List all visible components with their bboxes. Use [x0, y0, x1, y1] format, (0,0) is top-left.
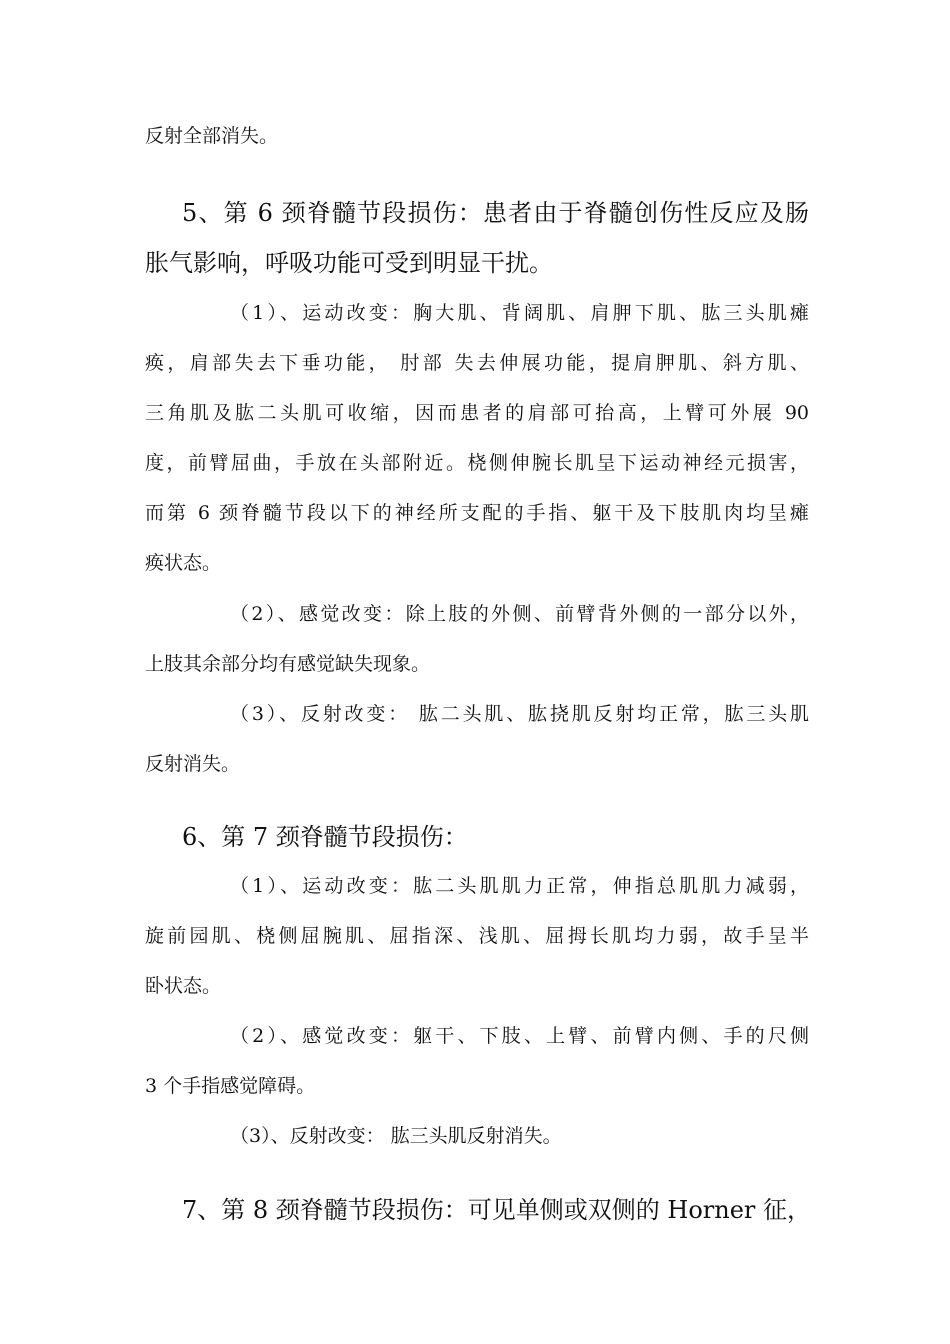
text-line: （3）、反射改变： 肱二头肌、肱挠肌反射均正常，肱三头肌	[230, 703, 809, 725]
text-line: 度，前臂屈曲，手放在头部附近。桡侧伸腕长肌呈下运动神经元损害，	[145, 452, 809, 474]
text-line: （1）、运动改变：肱二头肌肌力正常，伸指总肌肌力减弱，	[230, 875, 809, 897]
text-line: （1）、运动改变：胸大肌、背阔肌、肩胛下肌、肱三头肌瘫	[230, 302, 809, 324]
text-line: （3）、反射改变： 肱三头肌反射消失。	[230, 1125, 562, 1147]
text-line: 上肢其余部分均有感觉缺失现象。	[145, 653, 431, 675]
text-line: 胀气影响，呼吸功能可受到明显干扰。	[145, 249, 553, 277]
section-heading: 6、第 7 颈脊髓节段损伤：	[182, 823, 468, 851]
text-line: 3 个手指感觉障碍。	[145, 1075, 316, 1097]
section-heading: 7、第 8 颈脊髓节段损伤：可见单侧或双侧的 Horner 征，	[182, 1196, 812, 1224]
text-line: 痪状态。	[145, 552, 222, 574]
text-line: 反射消失。	[145, 753, 241, 775]
section-heading: 5、第 6 颈脊髓节段损伤：患者由于脊髓创伤性反应及肠	[182, 199, 809, 227]
text-line: （2）、感觉改变：躯干、下肢、上臂、前臂内侧、手的尺侧	[230, 1025, 809, 1047]
text-line: 旋前园肌、桡侧屈腕肌、屈指深、浅肌、屈拇长肌均力弱，故手呈半	[145, 925, 809, 947]
text-line: 三角肌及肱二头肌可收缩，因而患者的肩部可抬高，上臂可外展 90	[145, 402, 809, 424]
text-line: （2）、感觉改变：除上肢的外侧、前臂背外侧的一部分以外，	[230, 603, 809, 625]
text-line: 痪，肩部失去下垂功能， 肘部 失去伸展功能，提肩胛肌、斜方肌、	[145, 352, 809, 374]
text-line: 卧状态。	[145, 975, 222, 997]
text-line: 而第 6 颈脊髓节段以下的神经所支配的手指、躯干及下肢肌肉均呈瘫	[145, 502, 809, 524]
text-line: 反射全部消失。	[145, 125, 279, 147]
